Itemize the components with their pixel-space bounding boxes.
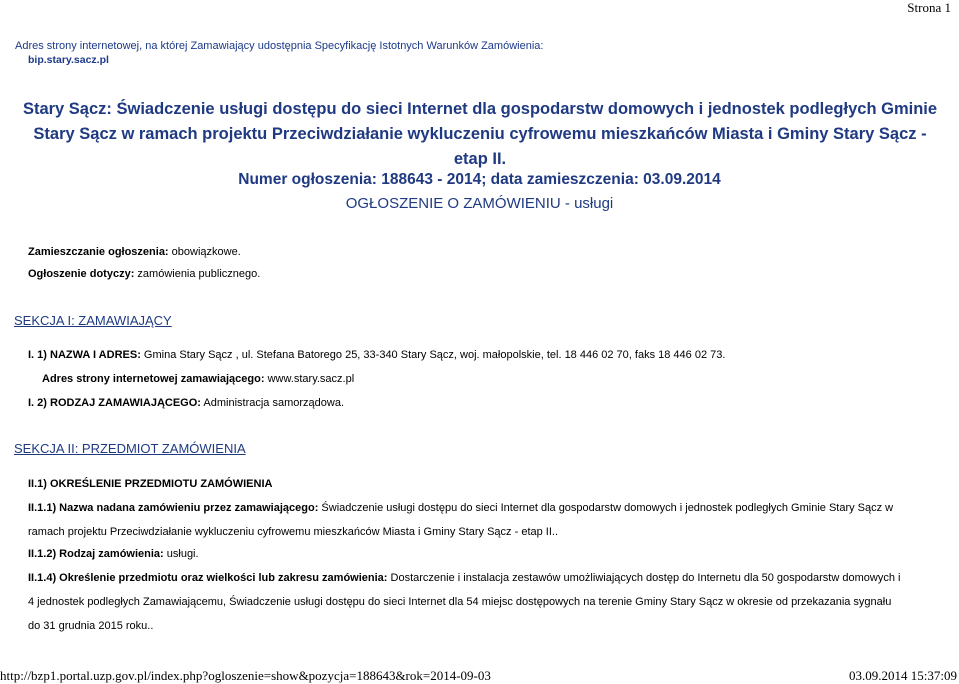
authority-website [42, 373, 354, 385]
value: Świadczenie usługi dostępu do sieci Internet dla gospodarstw domowych i jednostek podległych Gminie Stary Sącz w [318, 502, 894, 514]
label: Adres strony internetowej zamawiającego: [42, 373, 265, 385]
label: I. 1) NAZWA I ADRES: [28, 349, 141, 361]
value: www.stary.sacz.pl [264, 373, 355, 385]
value: obowiązkowe. [168, 246, 241, 258]
announcement-number: Numer ogłoszenia: 188643 - 2014; data zamieszczenia: 03.09.2014 [238, 171, 721, 188]
value: Gmina Stary Sącz , ul. Stefana Batorego 25, 33-340 Stary Sącz, woj. małopolskie, tel. 18 446 02 70, faks 18 446 02 73. [140, 349, 726, 361]
publication-obligation [28, 246, 241, 258]
announcement-type: OGŁOSZENIE O ZAMÓWIENIU - usługi [345, 195, 614, 212]
order-name-cont: ramach projektu Przeciwdziałanie wykluczeniu cyfrowemu mieszkańców Miasta i Gminy Stary Sącz - etap II.. [28, 526, 559, 538]
order-name [28, 502, 893, 514]
footer-url: http://bzp1.portal.uzp.gov.pl/index.php?ogloszenie=show&pozycja=188643&rok=2014-09-03 [0, 668, 491, 683]
label: II.1.4) Określenie przedmiotu oraz wielkości lub zakresu zamówienia: [28, 572, 388, 584]
page-number: Strona 1 [907, 0, 951, 15]
label: I. 2) RODZAJ ZAMAWIAJĄCEGO: [28, 397, 201, 409]
subject-definition-heading: II.1) OKREŚLENIE PRZEDMIOTU ZAMÓWIENIA [28, 478, 273, 490]
announcement-concerns [28, 268, 260, 280]
title-line-1: Stary Sącz: Świadczenie usługi dostępu do sieci Internet dla gospodarstw domowych i jednostek podległych Gminie [22, 100, 938, 118]
value: Administracja samorządowa. [200, 397, 345, 409]
label: II.1.1) Nazwa nadana zamówieniu przez zamawiającego: [28, 502, 319, 514]
contracting-authority-name [28, 349, 725, 361]
section-2-heading: SEKCJA II: PRZEDMIOT ZAMÓWIENIA [14, 441, 246, 456]
document-title [20, 97, 940, 172]
authority-type [28, 397, 344, 409]
value: Dostarczenie i instalacja zestawów umożliwiających dostęp do Internetu dla 50 gospodarstw domowych i [387, 572, 901, 584]
order-scope-cont-1: 4 jednostek podległych Zamawiającemu, Świadczenie usługi dostępu do sieci Internet dla 54 miejsc dostępowych na terenie Gminy Stary Sącz w okresie od przekazania sygnału [28, 596, 892, 608]
label: Zamieszczanie ogłoszenia: [28, 246, 169, 258]
label: II.1.2) Rodzaj zamówienia: [28, 548, 164, 560]
section-1-heading: SEKCJA I: ZAMAWIAJĄCY [14, 313, 172, 328]
title-line-2: Stary Sącz w ramach projektu Przeciwdziałanie wykluczeniu cyfrowemu mieszkańców Miasta i Gminy Stary Sącz - [33, 125, 927, 143]
order-scope [28, 572, 900, 584]
address-intro: Adres strony internetowej, na której Zamawiający udostępnia Specyfikację Istotnych Warunków Zamówienia: [15, 40, 544, 52]
title-line-3: etap II. [453, 150, 507, 168]
footer-datetime: 03.09.2014 15:37:09 [849, 668, 957, 683]
label: Ogłoszenie dotyczy: [28, 268, 135, 280]
order-type [28, 548, 199, 560]
value: usługi. [163, 548, 199, 560]
value: zamówienia publicznego. [134, 268, 261, 280]
address-link[interactable]: bip.stary.sacz.pl [28, 54, 109, 66]
order-scope-cont-2: do 31 grudnia 2015 roku.. [28, 620, 154, 632]
